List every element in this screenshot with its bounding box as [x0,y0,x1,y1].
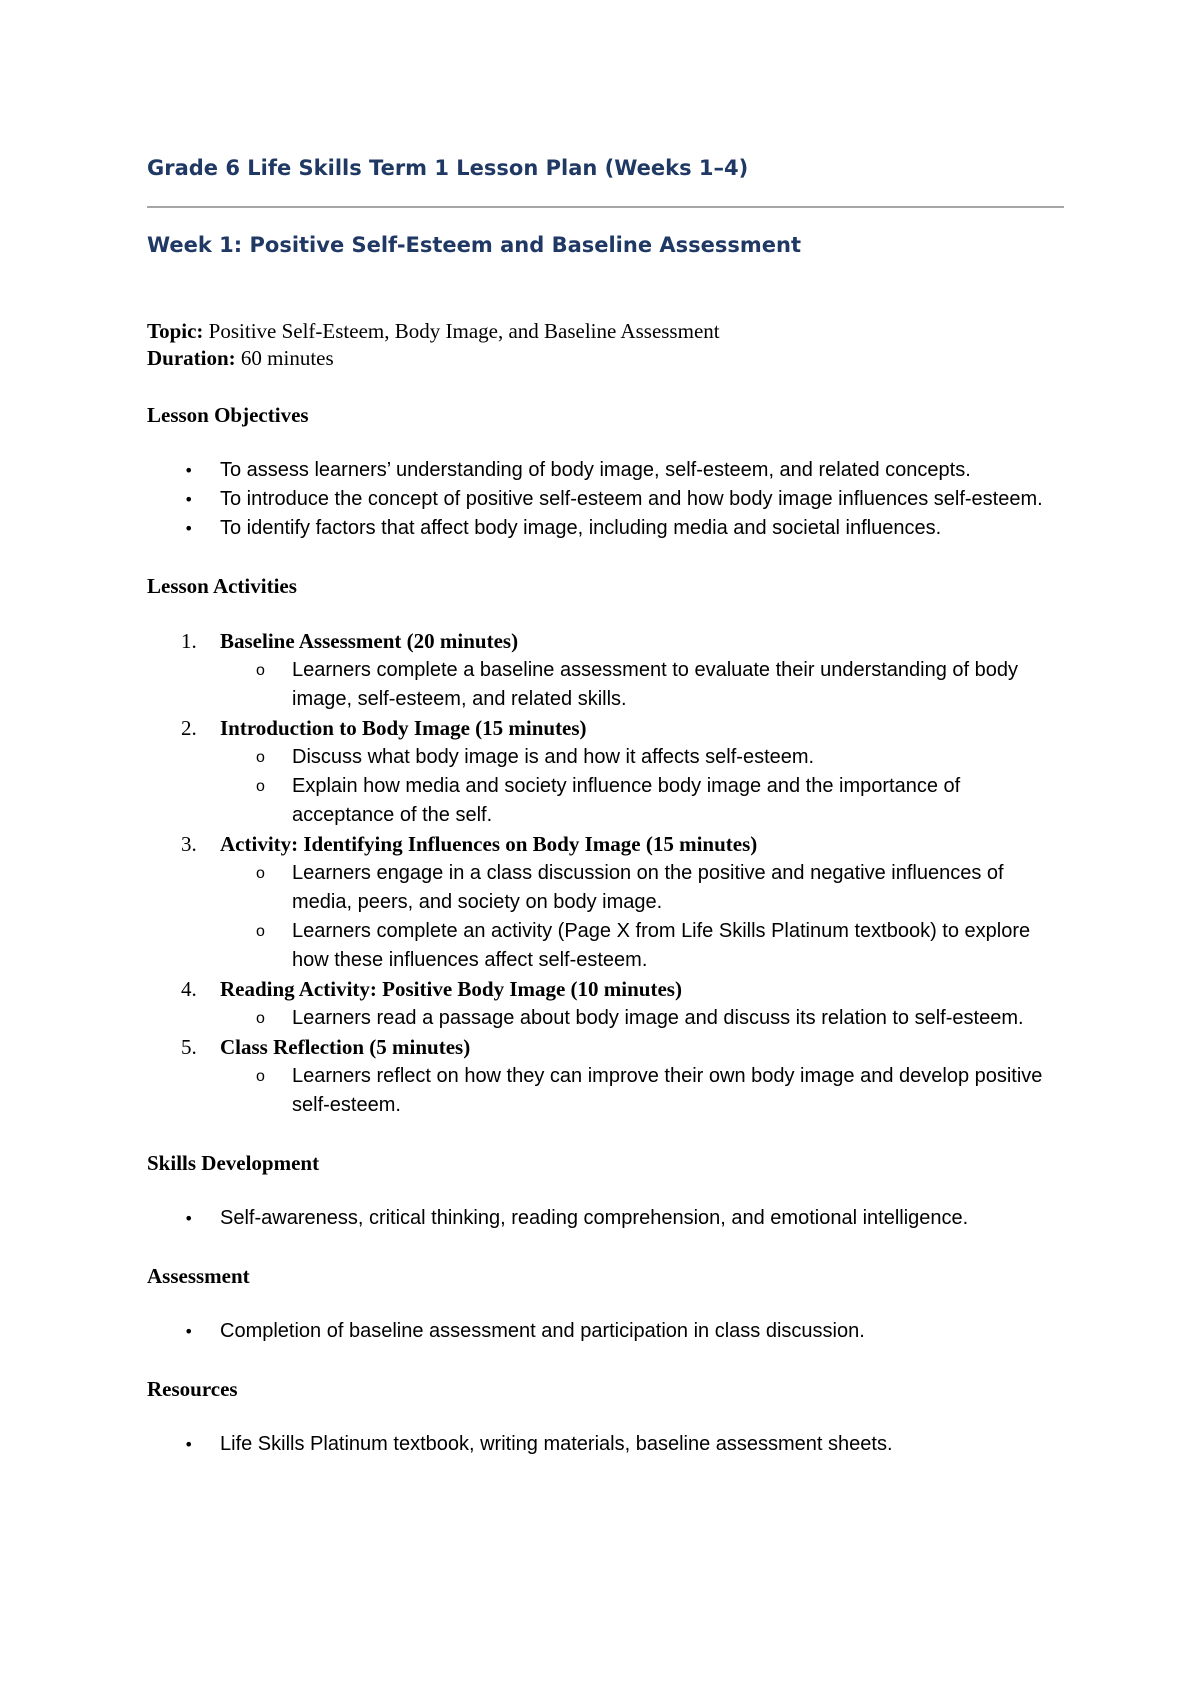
list-item: o Explain how media and society influence body image and the importance of acceptance of the self. [147,772,1064,830]
skills-heading: Skills Development [147,1151,320,1175]
activity-number: 3. [181,832,197,856]
resources-list [147,1430,1064,1459]
duration-line [147,345,1064,372]
list-item: • To assess learners’ understanding of body image, self-esteem, and related concepts. [147,456,1064,485]
activity-points [220,743,1064,830]
activity-points [220,1062,1064,1120]
activity-item [147,1033,1064,1120]
document-title: Grade 6 Life Skills Term 1 Lesson Plan (Weeks 1–4) [147,156,749,180]
list-item: o Learners read a passage about body image and discuss its relation to self-esteem. [147,1004,1064,1033]
activity-item [147,627,1064,714]
duration-value: 60 minutes [235,346,334,370]
assessment-list [147,1317,1064,1346]
activity-number: 1. [181,629,197,653]
skills-list [147,1204,1064,1233]
list-item: • To introduce the concept of positive self-esteem and how body image influences self-esteem. [147,485,1064,514]
activity-item [147,975,1064,1033]
activity-number: 5. [181,1035,197,1059]
activities-list [147,627,1064,1120]
list-item: o Learners reflect on how they can improve their own body image and develop positive self-esteem. [147,1062,1064,1120]
activity-points [220,1004,1064,1033]
document-content [147,146,1064,1459]
topic-line [147,318,1064,345]
list-item: • Self-awareness, critical thinking, reading comprehension, and emotional intelligence. [147,1204,1064,1233]
activity-title: Activity: Identifying Influences on Body Image (15 minutes) [220,832,758,856]
duration-label: Duration: [147,346,236,370]
topic-value: Positive Self-Esteem, Body Image, and Baseline Assessment [203,319,720,343]
list-item: • Completion of baseline assessment and participation in class discussion. [147,1317,1064,1346]
activity-number: 4. [181,977,197,1001]
assessment-heading: Assessment [147,1264,250,1288]
topic-label: Topic: [147,319,204,343]
lesson-meta [147,318,1064,372]
activity-title: Class Reflection (5 minutes) [220,1035,471,1059]
activity-points [220,859,1064,975]
activity-title: Introduction to Body Image (15 minutes) [220,716,587,740]
activity-points [220,656,1064,714]
list-item: o Discuss what body image is and how it affects self-esteem. [147,743,1064,772]
title-divider [147,206,1064,208]
activity-item [147,830,1064,975]
resources-heading: Resources [147,1377,238,1401]
activity-item [147,714,1064,830]
activity-number: 2. [181,716,197,740]
list-item: • Life Skills Platinum textbook, writing materials, baseline assessment sheets. [147,1430,1064,1459]
activities-heading: Lesson Activities [147,574,297,598]
activity-title: Baseline Assessment (20 minutes) [220,629,519,653]
list-item: • To identify factors that affect body image, including media and societal influences. [147,514,1064,543]
week-heading: Week 1: Positive Self-Esteem and Baseline Assessment [147,233,801,257]
list-item: o Learners complete an activity (Page X from Life Skills Platinum textbook) to explore how these influences affect self-esteem. [147,917,1064,975]
activity-title: Reading Activity: Positive Body Image (10 minutes) [220,977,682,1001]
list-item: o Learners complete a baseline assessment to evaluate their understanding of body image, self-esteem, and related skills. [147,656,1064,714]
objectives-heading: Lesson Objectives [147,403,309,427]
list-item: o Learners engage in a class discussion on the positive and negative influences of media, peers, and society on body image. [147,859,1064,917]
objectives-list [147,456,1064,543]
